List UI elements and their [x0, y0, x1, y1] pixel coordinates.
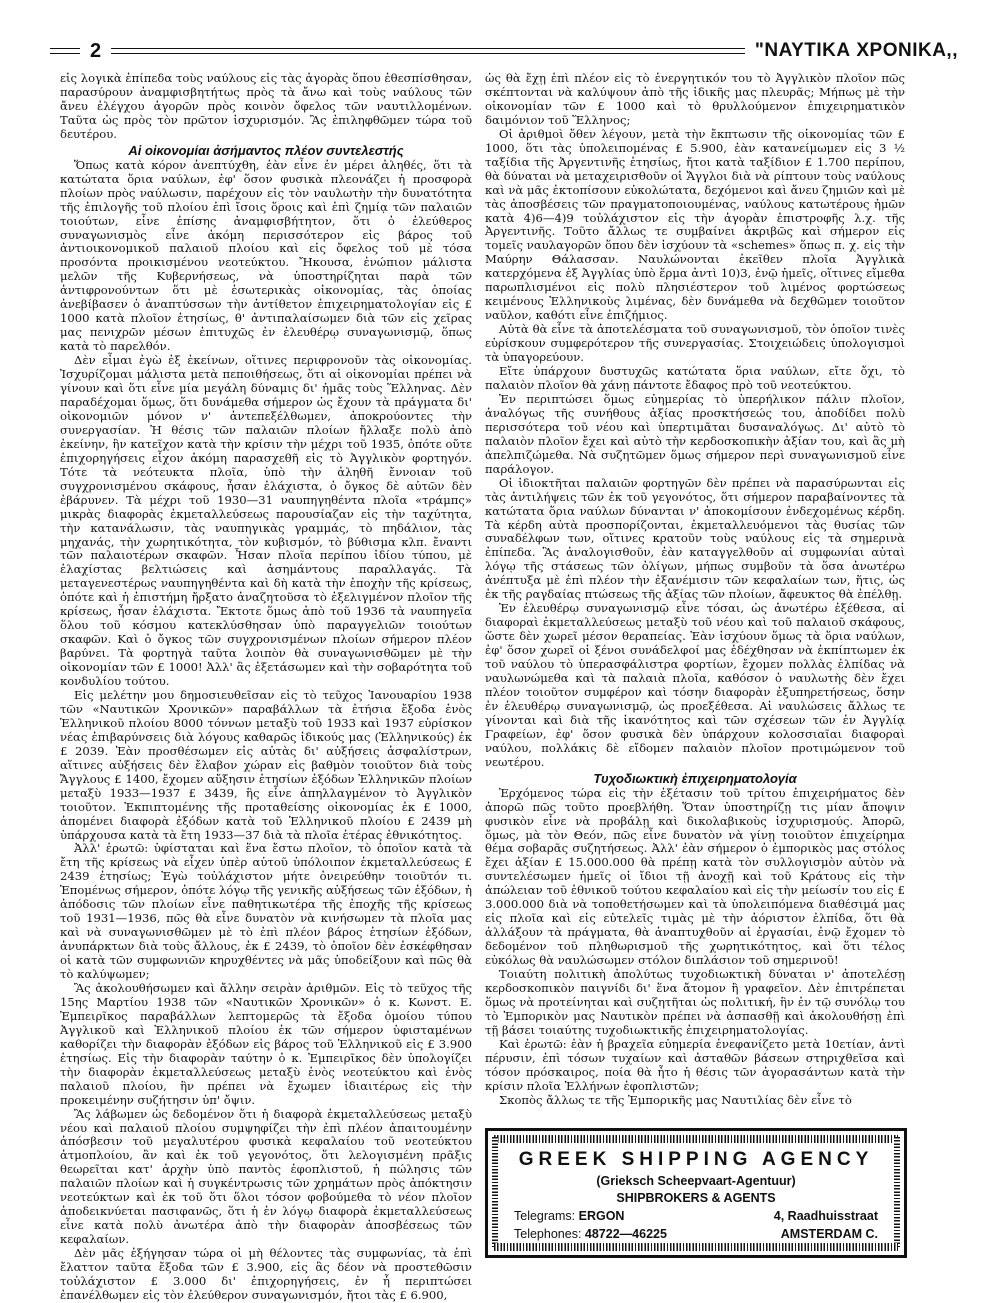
ad-bottom-border	[494, 1243, 898, 1251]
header-rule-left	[50, 48, 80, 54]
article-paragraph: Ἐρχόμενος τώρα εἰς τὴν ἐξέτασιν τοῦ τρίτου ἐπιχειρήματος δὲν ἀπορῶ πῶς τοῦτο προεβλήθη. Ὅταν ὑποστηρίζῃ τις μίαν ἄποψιν φυσικὸν εἶνε νὰ προβάλῃ καὶ δικολαβικοὺς ἰσχυρισμούς. Ἀπορῶ, ὅμως, μὰ τὸν Θεόν, πῶς εἶνε δυνατὸν νὰ γίνῃ τοιοῦτον ἐπιχείρημα θέμα σοβαρᾶς συζητήσεως. Ἀλλ' ἐὰν σήμερον ὁ ἐμπορικὸς μας στόλος ἔχει ἀξίαν £ 15.000.000 θὰ πρέπῃ κατὰ τὸν συλλογισμὸν αὐτὸν νὰ συντελέσωμεν ἡμεῖς οἱ ἴδιοι τῇ ἀνοχῇ καὶ τοῦ Κράτους εἰς τὴν ἀπώλειαν τοῦ ἐθνικοῦ τούτου κεφαλαίου καὶ εἰς τὴν μείωσίν του εἰς £ 3.000.000 διὰ νὰ τοποθετήσωμεν καὶ τὰ ὑπολειπόμενα διαθέσιμά μας εἰς πλοῖα καὶ εἰς εὐτελεῖς τιμὰς μὲ τὴν ἀόριστον ἐλπίδα, ὅτι θὰ ἀλλάξουν τὰ πράγματα, θὰ ἀναπτυχθοῦν αἱ ἐργασίαι, ἐνῷ ἔχομεν τὸ δεδομένον τοῦ πληθωρισμοῦ τῆς χωρητικότητος, καὶ ὅτι τέλος εὐκόλως θὰ ναυλώσωμεν στόλον διπλάσιον τοῦ σημερινοῦ!	[485, 785, 905, 968]
ad-row-telephones	[514, 1227, 878, 1241]
article-paragraph: Ἂς λάβωμεν ὡς δεδομένον ὅτι ἡ διαφορὰ ἐκμεταλλεύσεως μεταξὺ νέου καὶ παλαιοῦ πλοίου συμψηφίζει τὴν ἐπὶ πλέον ἀπαιτουμένην ἀπόσβεσιν τοῦ μεγαλυτέρου φυσικὰ κεφαλαίου τοῦ νεοτεύκτου ἀτμοπλοίου, ἂν καὶ ἐκ τοῦ γεγονότος, ὅτι λελογισμένη πρᾶξις θεωρεῖται κατ' ἀρχὴν ὑπὸ παντὸς ἐφοπλιστοῦ, ἡ πώλησις τῶν παλαιῶν πλοίων καὶ ἡ συγκέντρωσις τῶν χρημάτων πρὸς ἀπόκτησιν νεοτεύκτων καὶ ἐκ τοῦ ὅτι ὅλοι τόσον φοβούμεθα τὸ νέον πλοῖον ἀποδεικνύεται πασιφανῶς, ὅτι ἡ ἐν λόγῳ διαφορὰ ἐκμεταλλεύσεως εἶνε κατὰ πολὺ ἀνωτέρα ἀπὸ τὴν διαφορὰν ἀποσβέσεως τῶν κεφαλαίων.	[60, 1106, 472, 1247]
section-heading: Αἱ οἰκονομίαι ἀσήμαντος πλέον συντελεστής	[128, 142, 404, 158]
article-paragraph: Οἱ ἀριθμοὶ ὅθεν λέγουν, μετὰ τὴν ἔκπτωσιν τῆς οἰκονομίας τῶν £ 1000, ὅτι τὰς ὑπολειπομένας £ 5.900, ἐὰν κατανείμωμεν εἰς 3 ½ ταξίδια τῆς Ἀργεντινῆς ἐτησίως, ἤτοι κατὰ ταξίδιον £ 1.700 περίπου, θὰ δύναται νὰ μεταχειρισθοῦν οἱ Ἄγγλοι διὰ νὰ ρίπτουν τοὺς ναύλους καὶ νὰ μᾶς ἐκτοπίσουν εὐκολώτατα, δεχόμενοι καὶ ἄνευ ζημιῶν καὶ μὲ τὰς ἀποσβέσεις τῶν πραγματοποιουμένας, ναύλους κατωτέρους ἡμῶν κατὰ 4)6—4)9 τοὐλάχιστον εἰς τὴν ἀγορὰν ἐπιστροφῆς λ.χ. τῆς Ἀργεντινῆς. Τοῦτο ἄλλως τε συμβαίνει ἀκριβῶς καὶ σήμερον εἰς τομεῖς ναυλαγορῶν ὅπου δὲν ἰσχύουν τὰ «schemes» ὅπως π. χ. εἰς τὴν Μαύρην Θάλασσαν. Ναυλώνονται ἐκεῖθεν πλοῖα Ἀγγλικὰ κατερχόμενα ἐξ Ἀγγλίας ὑπὸ ἕρμα ἀντὶ 10)3, ἐνῷ ἡμεῖς, οἵτινες εἴμεθα παρωπλισμένοι εἰς πολὺ πλησιέστερον τοῦ λιμένος φορτώσεως κειμένους Ἑλληνικοὺς λιμένας, δὲν δυνάμεθα νὰ δεχθῶμεν τοιοῦτον ναῦλον, καθότι εἶνε ἐπιζήμιος.	[485, 126, 905, 323]
ad-telephones	[514, 1227, 667, 1241]
ad-top-border	[494, 1135, 898, 1143]
article-paragraph: Ὅπως κατὰ κόρον ἀνεπτύχθη, ἐὰν εἶνε ἐν μέρει ἀληθές, ὅτι τὰ κατώτατα ὅρια ναύλων, ἐφ' ὅσον φυσικὰ πλεονάζει ἡ προσφορὰ πλοίων πρὸς ναύλωσιν, παρέχουν εἰς τὸν ναυλωτὴν τὴν δυνατότητα τῆς ἐπιλογῆς τοῦ πλοίου ἐπὶ ἴσοις ὅροις καὶ ἐπὶ ζημίᾳ τῶν παλαιῶν τοιούτων, εἶνε ἐπίσης ἀναμφισβήτητον, ὅτι ὁ ἐλεύθερος συναγωνισμὸς εἶνε ἀκόμη περισσότερον εἰς βάρος τοῦ ἀντιοικονομικοῦ παλαιοῦ πλοίου καὶ εἰς ὄφελος τοῦ μὲ τόσα προσόντα προικισμένου νεοτεύκτου. Ἤκουσα, ἐνώπιον μάλιστα μελῶν τῆς Κυβερνήσεως, νὰ ὑποστηρίζηται παρὰ τῶν ἀντιφρονούντων ὅτι μὲ ἐσωτερικὰς οἰκονομίας, τὰς ὁποίας ἀνεβίβασεν ὁ ἀναπτύσσων τὴν ἀντίθετον ἐπιχειρηματολογίαν εἰς £ 1000 κατὰ πλοῖον ἐτησίως, θ' ἀντιπαλαίσωμεν διὰ τῶν εἰς χεῖρας μας πενιχρῶν μέσων ἐπιτυχῶς ἐν ἐλευθέρῳ συναγωνισμῷ, ὅπως κατὰ τὸ παρελθόν.	[60, 157, 472, 354]
article-paragraph: Δὲν εἶμαι ἐγὼ ἐξ ἐκείνων, οἵτινες περιφρονοῦν τὰς οἰκονομίας. Ἰσχυρίζομαι μάλιστα μετὰ πεποιθήσεως, ὅτι αἱ οἰκονομίαι πρέπει νὰ γίνουν καὶ ὅτι εἶνε μία μεγάλη δύναμις δι' ἡμᾶς τοὺς Ἕλληνας. Δὲν παραδέχομαι ὅμως, ὅτι δυνάμεθα σήμερον ὡς ἔχουν τὰ πράγματα δι' οἰκονομιῶν μόνον ν' ἀντεπεξέλθωμεν, ἀποκρούοντες τὴν συνεργασίαν. Ἡ θέσις τῶν παλαιῶν πλοίων ἤλλαξε πολὺ ἀπὸ ἐκείνην, ἣν κατεῖχον κατὰ τὴν κρίσιν τὴν μέχρι τοῦ 1935, ὁπότε οὔτε ἐπιχορηγήσεις εἶχον ἀκόμη παρασχεθῆ εἰς τὸ Ἀγγλικὸν φορτηγόν. Τότε τὰ νεότευκτα πλοῖα, ὑπὸ τὴν ἀληθῆ ἔννοιαν τοῦ συγχρονισμένου σκάφους, ἦσαν ἐλάχιστα, ὁ ὄγκος δὲ αὐτῶν δὲν ἐβάρυνεν. Τὰ μέχρι τοῦ 1930—31 ναυπηγηθέντα πλοῖα «τράμπς» μικρὰς διαφορὰς ἐκμεταλλεύσεως παρουσίαζαν εἰς τὴν ταχύτητα, τὴν κατανάλωσιν, τὰς ναυπηγικὰς γραμμάς, τὸ πηδάλιον, τὰς μηχανάς, τὴν χωρητικότητα, τὸν κυβισμόν, τὸ βύθισμα κλπ. ἔναντι τῶν παλαιοτέρων σκαφῶν. Ἦσαν πλοῖα περίπου ἰδίου τύπου, μὲ ἐλαχίστας βελτιώσεις καὶ ἀσημάντους παραλλαγάς. Τὰ μεταγενεστέρως ναυπηγηθέντα καὶ δὴ κατὰ τὴν ἐποχὴν τῆς κρίσεως, ὁπότε καὶ ἡ ἐπιστήμη ἤρξατο ἀναζητοῦσα τὸ ἐξελιγμένον πλοῖον τῆς κρίσεως, ἦσαν ἐλάχιστα. Ἔκτοτε ὅμως ἀπὸ τοῦ 1936 τὰ ναυπηγεῖα ὅλου τοῦ κόσμου κατεκλύσθησαν ὑπὸ παραγγελιῶν τοιούτων σκαφῶν. Καὶ ὁ ὄγκος τῶν συγχρονισμένων πλοίων σήμερον πλέον βαρύνει. Τὰ φορτηγὰ ταῦτα λοιπὸν θὰ συναγωνισθῶμεν μὲ τὴν οἰκονομίαν τῶν £ 1000! Ἀλλ' ἂς ἐξετάσωμεν καὶ τὴν σοβαρότητα τοῦ κονδυλίου τούτου.	[60, 353, 472, 689]
section-heading: Τυχοδιωκτικὴ ἐπιχειρηματολογία	[593, 770, 797, 786]
article-paragraph: Ἀλλ' ἐρωτῶ: ὑφίσταται καὶ ἕνα ἔστω πλοῖον, τὸ ὁποῖον κατὰ τὰ ἔτη τῆς κρίσεως νὰ εἶχεν ὑπὲρ αὐτοῦ ὑπόλοιπον ἐκμεταλλεύσεως £ 2439 ἐτησίως; Ἐγὼ τοὐλάχιστον μήτε ὀνειρεύθην τοιοῦτόν τι. Ἑπομένως σήμερον, ὁπότε λόγῳ τῆς γενικῆς αὐξήσεως τῶν ἐξόδων, ἡ ἀπόδοσις τῶν πλοίων εἶνε παθητικωτέρα τῆς ἐποχῆς τῆς κρίσεως τοῦ 1931—1936, πῶς θὰ εἶνε δυνατὸν νὰ κινήσωμεν τὰ πλοῖα μας καὶ νὰ συναγωνισθῶμεν μὲ τὸ ἐπὶ πλέον βάρος ἐτησίων ἐξόδων, ἀνυπάρκτων διὰ τοὺς ἄλλους, ἐκ £ 2439, τὸ ὁποῖον δὲν ἐσκέφθησαν οἱ κατὰ τῶν συμφωνιῶν κηρυχθέντες νὰ μᾶς ὑποδείξουν καὶ πῶς θὰ τὸ καλύψωμεν;	[60, 841, 472, 982]
article-paragraph: Δὲν μᾶς ἐξήγησαν τώρα οἱ μὴ θέλοντες τὰς συμφωνίας, τὰ ἐπὶ ἔλαττον ταῦτα ἔξοδα τῶν £ 3.900, εἰς ἃς δέον νὰ προστεθῶσιν τοὐλάχιστον £ 3.000 δι' ἐπιχορηγήσεις, ἐν ἧ περιπτώσει ἐπανέλθωμεν εἰς τὸν ἐλεύθερον συναγωνισμόν, ἤτοι τὰς £ 6.900,	[60, 1246, 472, 1302]
article-paragraph: Τοιαύτη πολιτικὴ ἀπολύτως τυχοδιωκτικὴ δύναται ν' ἀποτελέσῃ κερδοσκοπικὸν παιγνίδι δι' ἕνα ἄτομον ἢ γραφεῖον. Δὲν ἐπιτρέπεται ὅμως νὰ προτείνηται καὶ συζητῆται ὡς πολιτική, ἣν ἐν τῷ συνόλῳ του τὸ Ἐμπορικὸν μας Ναυτικὸν πρέπει νὰ ἀσπασθῇ καὶ ἀκολουθήσῃ ἐπὶ τῇ βάσει τοιαύτης τυχοδιωκτικῆς ἐπιχειρηματολογίας.	[485, 967, 905, 1037]
article-paragraph: εἰς λογικὰ ἐπίπεδα τοὺς ναύλους εἰς τὰς ἀγορὰς ὅπου ἐθεσπίσθησαν, παρασύρουν ἀναμφισβητήτως πρὸς τὰ ἄνω καὶ τοὺς ναύλους τῶν ἄνευ ἐλέγχου ἀγορῶν πρὸς κοινὸν ὄφελος τῶν ναυτιλλομένων. Ταῦτα ὡς πρὸς τὸν πρῶτον ἰσχυρισμόν. Ἂς ἐπιληφθῶμεν τώρα τοῦ δευτέρου.	[60, 71, 472, 141]
article-paragraph: Εἴτε ὑπάρχουν δυστυχῶς κατώτατα ὅρια ναύλων, εἴτε ὄχι, τὸ παλαιὸν πλοῖον θὰ χάνῃ πάντοτε ἔδαφος πρὸ τοῦ νεοτεύκτου.	[485, 364, 905, 392]
article-paragraph: Ἂς ἀκολουθήσωμεν καὶ ἄλλην σειρὰν ἀριθμῶν. Εἰς τὸ τεῦχος τῆς 15ης Μαρτίου 1938 τῶν «Ναυτικῶν Χρονικῶν» ὁ κ. Κωνστ. Ε. Ἐμπειρῖκος παραβάλλων λεπτομερῶς τὰ ἔξοδα ὁμοίου τύπου Ἀγγλικοῦ καὶ Ἑλληνικοῦ πλοίου ἐκ τῶν σήμερον ὑφισταμένων καθορίζει τὴν διαφορὰν ἐξόδων εἰς βάρος τοῦ Ἑλληνικοῦ εἰς £ 3.900 ἐτησίως. Εἰς τὴν διαφορὰν ταύτην ὁ κ. Ἐμπειρῖκος δὲν ὑπολογίζει τὴν διαφορὰν ἐκμεταλλεύσεως μεταξὺ ἑνὸς νεοτεύκτου καὶ ἑνὸς παλαιοῦ πλοίου, ἣν πρέπει νὰ ἔχωμεν ἰδιαιτέρως εἰς τὴν προκειμένην συζήτησιν ὑπ' ὄψιν.	[60, 981, 472, 1107]
article-paragraph: Εἰς μελέτην μου δημοσιευθεῖσαν εἰς τὸ τεῦχος Ἰανουαρίου 1938 τῶν «Ναυτικῶν Χρονικῶν» παραβάλλων τὰ ἐτήσια ἔξοδα ἑνὸς Ἑλληνικοῦ πλοίου 8000 τόννων μεταξὺ τοῦ 1933 καὶ 1937 εὑρίσκον νέας ἐπιβαρύνσεις διὰ λόγους καθαρῶς ἰδικούς μας (Ἑλληνικούς) ἐκ £ 2039. Ἐὰν προσθέσωμεν εἰς αὐτὰς δι' αὐξήσεις ἀσφαλίστρων, αἵτινες αὐξήσεις δὲν ἔλαβον χώραν εἰς βαθμὸν τοιοῦτον διὰ τοὺς Ἄγγλους £ 1400, ἔχομεν αὔξησιν ἐτησίων ἐξόδων Ἑλληνικῶν πλοίων μεταξὺ 1933—1937 £ 3439, ἣς εἶνε ἀπηλλαγμένον τὸ Ἀγγλικὸν τοιοῦτον. Ἐκπιπτομένης τῆς προταθείσης οἰκονομίας ἐκ £ 1000, ἀπομένει διαφορὰ ἐξόδων κατὰ τοῦ Ἑλληνικοῦ πλοίου £ 2439 μὴ ὑπάρχουσα κατὰ τὰ ἔτη 1933—37 διὰ τὰ πλοῖα ἑτέρας ἐθνικότητος.	[60, 687, 472, 842]
ad-telephones-label: Telephones:	[514, 1227, 582, 1241]
ad-address-street: 4, Raadhuisstraat	[773, 1209, 878, 1223]
ad-role: SHIPBROKERS & AGENTS	[616, 1191, 776, 1205]
ad-row-telegrams	[514, 1209, 878, 1223]
article-paragraph: ὡς θὰ ἔχῃ ἐπὶ πλέον εἰς τὸ ἐνεργητικόν του τὸ Ἀγγλικὸν πλοῖον πῶς σκέπτονται νὰ καλύψουν ἀπὸ τῆς ἰδικῆς μας πλευρᾶς; Μήπως μὲ τὴν οἰκονομίαν τῶν £ 1000 καὶ τὸ θρυλλούμενον ἐπιχειρηματικὸν δαιμόνιον τοῦ Ἕλληνος;	[485, 71, 905, 127]
ad-telegrams	[514, 1209, 624, 1223]
ad-title: GREEK SHIPPING AGENCY	[518, 1149, 874, 1170]
ad-telegrams-value: ERGON	[578, 1209, 625, 1223]
ad-telegrams-label: Telegrams:	[514, 1209, 576, 1223]
article-paragraph: Ἐν περιπτώσει ὅμως εὐημερίας τὸ ὑπερήλικον πάλιν πλοῖον, ἀναλόγως τῆς συνήθους ἀξίας προσκτήσεώς του, ἀποδίδει πολὺ περισσότερα τοῦ νέου καὶ ὑπερτιμᾶται δυσαναλόγως. Δι' αὐτὸ τὸ παλαιὸν πλοῖον ἔχει καὶ αὐτὸ τὴν κερδοσκοπικὴν ἀξίαν του, καὶ ἂς μὴ ἀπελπιζώμεθα. Νὰ συζητῶμεν ὅμως σήμερον περὶ συναγωνισμοῦ εἶνε παράλογον.	[485, 391, 905, 476]
article-paragraph: Καὶ ἐρωτῶ: ἐὰν ἡ βραχεῖα εὐημερία ἐνεφανίζετο μετὰ 10ετίαν, ἀντὶ πέρυσιν, ἐπὶ τόσων τυχαίων καὶ ἀσταθῶν βάσεων στηριχθεῖσα καὶ τόσον πρόσκαιρος, ποία θὰ ἦτο ἡ θέσις τῶν ἀγορασάντων κατὰ τὴν κρίσιν πλοῖα Ἑλλήνων ἐφοπλιστῶν;	[485, 1036, 905, 1093]
ad-subtitle: (Grieksch Scheepvaart-Agentuur)	[596, 1174, 796, 1188]
article-paragraph: Ἐν ἐλευθέρῳ συναγωνισμῷ εἶνε τόσαι, ὡς ἀνωτέρω ἐξέθεσα, αἱ διαφοραὶ ἐκμεταλλεύσεως μεταξὺ τοῦ νέου καὶ τοῦ παλαιοῦ σκάφους, ὥστε δὲν χωρεῖ μέσον θεραπείας. Ἐὰν ἰσχύουν ὅμως τὰ ὅρια ναύλων, ἐφ' ὅσον χωρεῖ οἱ ξένοι συνάδελφοί μας ἐδέχθησαν νὰ ἐκπίπτωμεν ἐκ τοῦ ναύλου τὸ ὑπερασφάλιστρα φορτίων, ἔχομεν πολλὰς ἐλπίδας νὰ ναυλωνώμεθα καὶ τὰ παλαιὰ πλοῖα, καθόσον ὁ ναυλωτὴς δὲν ἔχει πλέον τοιοῦτον συμφέρον καὶ τόσην διαφορὰν ἐξυπηρετήσεως, ὅσην ἐν ἐλευθέρῳ συναγωνισμῷ, ὡς προεξέθεσα. Αἱ ναυλώσεις ἄλλως τε γίνονται καὶ διὰ τῆς ἱκανότητος καὶ τῶν σχέσεων τῶν ἐν Ἀγγλίᾳ Γραφείων, ἐφ' ὅσον φυσικὰ δὲν ὑπάρχουν κολοσσιαῖαι διαφοραὶ ναύλου, πολλάκις δὲ εἴδομεν παλαιὸν πλοῖον προτιμώμενον τοῦ νεωτέρου.	[485, 601, 905, 769]
left-column	[60, 71, 472, 1302]
page-header	[50, 36, 958, 66]
ad-right-border	[894, 1137, 900, 1249]
right-column	[485, 72, 905, 1262]
ad-left-border	[492, 1137, 498, 1249]
advertisement-box	[485, 1128, 907, 1258]
masthead-title: "ΝΑΥΤΙΚΑ ΧΡΟΝΙΚΑ,,	[754, 40, 958, 61]
ad-address-city: AMSTERDAM C.	[780, 1227, 878, 1241]
header-rule-middle	[111, 48, 745, 54]
article-paragraph: Οἱ ἰδιοκτῆται παλαιῶν φορτηγῶν δὲν πρέπει νὰ παρασύρωνται εἰς τὰς ἀντιλήψεις τῶν ἐκ τοῦ γεγονότος, ὅτι σήμερον παραβαίνοντες τὰ κατώτατα ὅρια ναύλων δύνανται ν' ἀποκομίσουν ἐνδεχομένως κέρδη. Τὰ κέρδη αὐτὰ προσπορίζονται, ἐκμεταλλευόμενοι τὰς θυσίας τῶν συναδέλφων των, οἵτινες κρατοῦν τοὺς ναύλους εἰς τὰ σημερινὰ ἐπίπεδα. Ἂς ἀναλογισθοῦν, ἐὰν καταγγελθοῦν αἱ συμφωνίαι αὐταὶ λόγῳ τῆς στάσεως τῶν ὀλίγων, μήπως συμβοῦν τὰ ὅσα ἀνωτέρω ἀνέπτυξα μὲ ἐπὶ πλέον τὴν ἐξανέμισιν τῶν κεφαλαίων των, ἥτις, ὡς ἐκ τῆς ραγδαίας πτώσεως τῆς ἀξίας τῶν πλοίων, ἄφευκτος θὰ ἐπέλθῃ.	[485, 475, 905, 602]
article-paragraph: Αὐτὰ θὰ εἶνε τὰ ἀποτελέσματα τοῦ συναγωνισμοῦ, τὸν ὁποῖον τινὲς εὑρίσκουν συμφερότερον τῆς συνεργασίας. Στοιχειώδεις ὑπολογισμοὶ τὰ ὑπαγορεύουν.	[485, 322, 905, 365]
ad-telephones-value: 48722—46225	[584, 1227, 667, 1241]
article-paragraph: Σκοπὸς ἄλλως τε τῆς Ἐμπορικῆς μας Ναυτιλίας δὲν εἶνε τὸ	[499, 1092, 852, 1107]
page-number: 2	[90, 39, 102, 62]
